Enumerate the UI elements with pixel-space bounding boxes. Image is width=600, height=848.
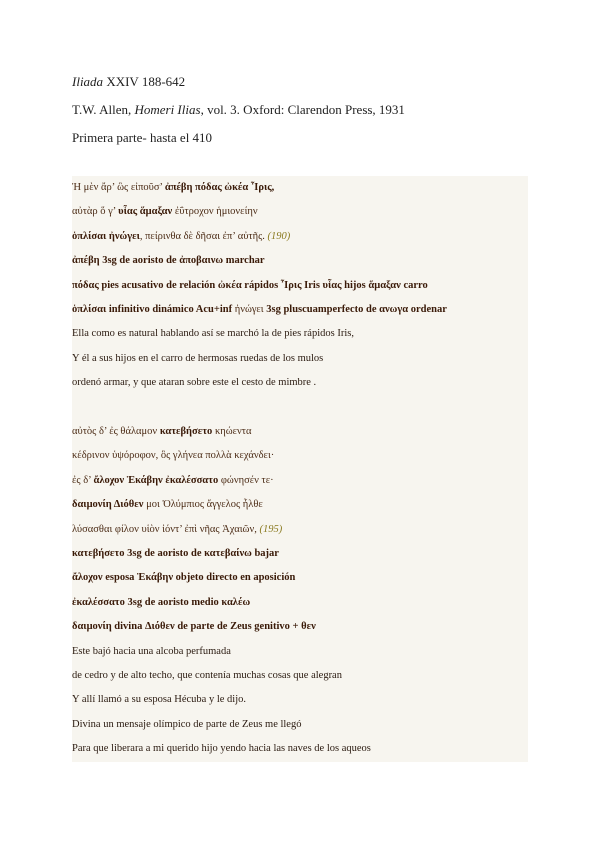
text-line	[72, 469, 274, 493]
text-line	[72, 322, 354, 346]
text-line	[72, 420, 252, 444]
work-title-range: XXIV 188-642	[103, 74, 186, 89]
text-line	[72, 688, 246, 712]
edition-title: Homeri Ilias	[134, 102, 201, 117]
text-segment: Y allí llamó a su esposa Hécuba y le dijo.	[72, 694, 246, 706]
text-segment: de cedro y de alto techo, que contenía muchas cosas que alegran	[72, 670, 342, 681]
text-segment: ἄλοχον esposa Ἑκάβην objeto directo en aposición	[72, 572, 296, 584]
text-segment: δαιμονίη Διόθεν	[72, 499, 144, 511]
work-title-italic: Iliada	[72, 74, 104, 89]
text-segment: ἐΰτροχον ἡμιονείην	[172, 206, 258, 218]
text-line	[72, 249, 265, 273]
text-segment: ἐκαλέσσατο 3sg de aoristo medio καλέω	[72, 596, 251, 608]
text-line	[72, 542, 279, 566]
text-panel	[72, 176, 528, 762]
text-line	[72, 298, 447, 322]
text-segment: ἠνώγει	[234, 304, 264, 315]
text-segment: Ella como es natural hablando así se marchó la de pies rápidos Iris,	[72, 328, 354, 340]
text-segment: αὐτὸς δ’ ἐς θάλαμον	[72, 426, 160, 437]
text-line	[72, 591, 250, 615]
text-line	[72, 566, 295, 590]
text-line	[72, 274, 428, 298]
edition-publisher: , vol. 3. Oxford: Clarendon Press, 1931	[200, 102, 405, 117]
text-segment: ὁπλίσαι infinitivo dinámico Acu+inf	[72, 304, 235, 315]
text-segment: κατεβήσετο	[159, 426, 213, 437]
text-segment: δαιμονίη divina Διόθεν de parte de Zeus genitivo + θεν	[72, 621, 316, 633]
line-number: (190)	[267, 230, 291, 242]
text-segment: πόδας pies acusativo de relación ὠκέα rápidos Ἶρις Iris υἷας hijos ἅμαξαν carro	[72, 279, 428, 291]
text-segment: υἷας ἅμαξαν	[118, 206, 173, 218]
text-segment: αὐτὰρ ὅ γ’	[72, 206, 119, 218]
text-segment: κατεβήσετο 3sg de aoristo de κατεβαίνω bajar	[72, 548, 279, 559]
text-segment: 3sg pluscuamperfecto de ανωγα ordenar	[263, 304, 447, 315]
edition-reference	[72, 96, 405, 124]
text-line	[72, 518, 282, 542]
text-segment: φώνησέν τε·	[218, 474, 274, 486]
line-number: (195)	[259, 523, 283, 535]
text-segment: λύσασθαι φίλον υἱὸν ἰόντ’ ἐπὶ νῆας Ἀχαιῶν,	[72, 523, 260, 535]
text-line	[72, 347, 323, 371]
text-line	[72, 737, 371, 761]
text-segment: ordenó armar, y que ataran sobre este el cesto de mimbre .	[72, 377, 317, 389]
text-line	[72, 493, 263, 517]
text-segment: , πείρινθα δὲ δῆσαι ἐπ’ αὐτῆς.	[139, 230, 268, 242]
text-line	[72, 640, 231, 664]
text-line	[72, 664, 342, 688]
text-line	[72, 200, 258, 224]
part-label: Primera parte- hasta el 410	[72, 130, 213, 145]
work-title	[72, 68, 405, 96]
text-segment: ἀπέβη 3sg de aoristo de ἀποβαινω marchar	[72, 255, 265, 267]
text-line	[72, 615, 316, 639]
text-segment: ἀπέβη πόδας ὠκέα Ἶρις,	[164, 182, 275, 193]
text-line	[72, 444, 274, 468]
edition-author: T.W. Allen,	[72, 102, 135, 117]
text-line	[72, 713, 301, 737]
text-segment: ἄλοχον Ἑκάβην ἐκαλέσσατο	[93, 474, 219, 486]
text-line	[72, 225, 290, 249]
text-segment: Este bajó hacia una alcoba perfumada	[72, 645, 231, 657]
text-segment: Divina un mensaje olímpico de parte de Zeus me llegó	[72, 718, 302, 730]
text-segment: ὁπλίσαι ἠνώγει	[72, 230, 140, 242]
text-segment: μοι Ὀλύμπιος ἄγγελος ἦλθε	[143, 499, 263, 511]
text-segment: Para que liberara a mi querido hijo yendo hacia las naves de los aqueos	[72, 743, 371, 755]
text-line	[72, 176, 274, 200]
text-segment: κηώεντα	[212, 426, 252, 437]
document-header	[72, 68, 405, 152]
text-line	[72, 371, 316, 395]
text-segment: Y él a sus hijos en el carro de hermosas ruedas de los mulos	[72, 352, 324, 364]
text-segment: κέδρινον ὑψόροφον, ὃς γλήνεα πολλὰ κεχάνδει·	[72, 450, 275, 462]
text-segment: ἐς δ’	[72, 474, 94, 486]
text-segment: Ἠ μὲν ἄρ’ ὣς εἰποῦσ’	[72, 182, 165, 193]
